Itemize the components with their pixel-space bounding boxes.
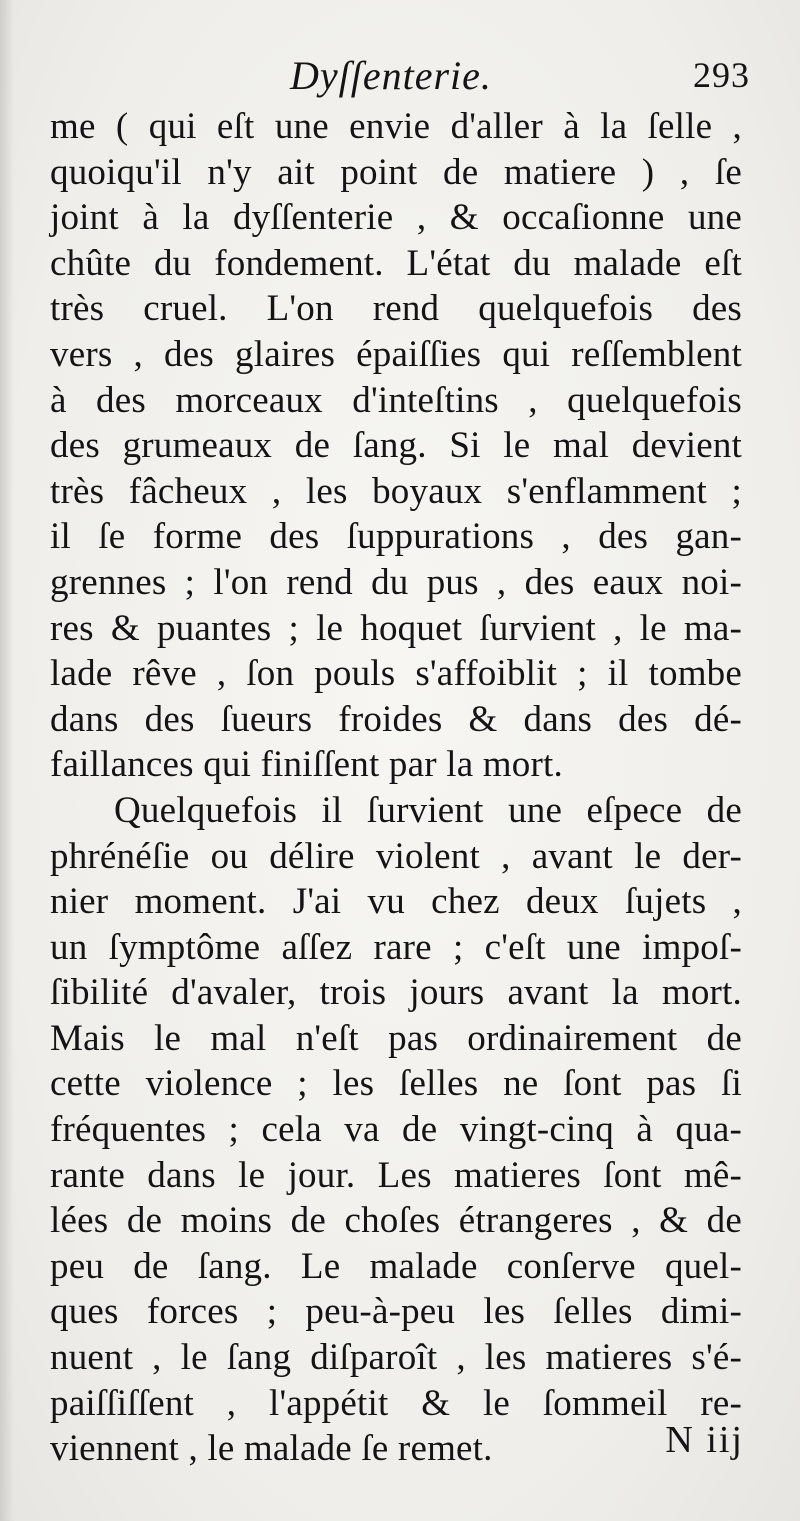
text-line: à des morceaux d'inteſtins , quelquefois: [50, 379, 742, 421]
text-line: nier moment. J'ai vu chez deux ſujets ,: [50, 881, 742, 923]
text-line: ques forces ; peu-à-peu les ſelles dimi-: [50, 1291, 742, 1333]
page-gutter-shadow: [0, 0, 14, 1521]
body-text: [50, 104, 742, 1472]
text-line: Mais le mal n'eſt pas ordinairement de: [50, 1017, 742, 1059]
text-line: phrénéſie ou délire violent , avant le der-: [50, 835, 742, 877]
running-head-title: Dyſſenterie.: [290, 53, 492, 98]
text-line: il ſe forme des ſuppurations , des gan-: [50, 516, 742, 558]
text-line: vers , des glaires épaiſſies qui reſſemblent: [50, 333, 742, 375]
text-line: dans des ſueurs froides & dans des dé-: [50, 698, 742, 740]
text-line: grennes ; l'on rend du pus , des eaux noi-: [50, 561, 742, 603]
page-number: 293: [693, 55, 750, 95]
running-head: [50, 52, 750, 102]
text-line: nuent , le ſang diſparoît , les matieres s'é-: [50, 1337, 742, 1379]
text-line: très cruel. L'on rend quelquefois des: [50, 288, 742, 330]
text-line: fréquentes ; cela va de vingt-cinq à qua-: [50, 1109, 742, 1151]
text-line: lées de moins de choſes étrangeres , & de: [50, 1200, 742, 1242]
text-line: faillances qui finiſſent par la mort.: [50, 744, 563, 786]
text-line: cette violence ; les ſelles ne ſont pas ſi: [50, 1063, 742, 1105]
text-line: chûte du fondement. L'état du malade eſt: [50, 242, 742, 284]
text-line: me ( qui eſt une envie d'aller à la ſelle ,: [50, 106, 742, 147]
text-line: des grumeaux de ſang. Si le mal devient: [50, 425, 742, 467]
signature-mark: N iij: [665, 1419, 744, 1461]
text-line: un ſymptôme aſſez rare ; c'eſt une impoſ-: [50, 926, 742, 968]
text-line: joint à la dyſſenterie , & occaſionne une: [50, 197, 742, 239]
text-line: quoiqu'il n'y ait point de matiere ) , ſe: [50, 151, 742, 193]
text-line: très fâcheux , les boyaux s'enflamment ;: [50, 470, 742, 512]
text-line: Quelquefois il ſurvient une eſpece de: [114, 789, 742, 831]
text-line: viennent , le malade ſe remet.: [50, 1428, 493, 1470]
text-line: lade rêve , ſon pouls s'affoiblit ; il tombe: [50, 653, 742, 695]
text-line: ſibilité d'avaler, trois jours avant la mort.: [50, 972, 742, 1014]
text-line: res & puantes ; le hoquet ſurvient , le ma-: [50, 607, 742, 649]
text-line: rante dans le jour. Les matieres ſont mê-: [50, 1154, 742, 1196]
text-line: peu de ſang. Le malade conſerve quel-: [50, 1245, 742, 1287]
text-line: paiſſiſſent , l'appétit & le ſommeil re-: [50, 1382, 742, 1424]
